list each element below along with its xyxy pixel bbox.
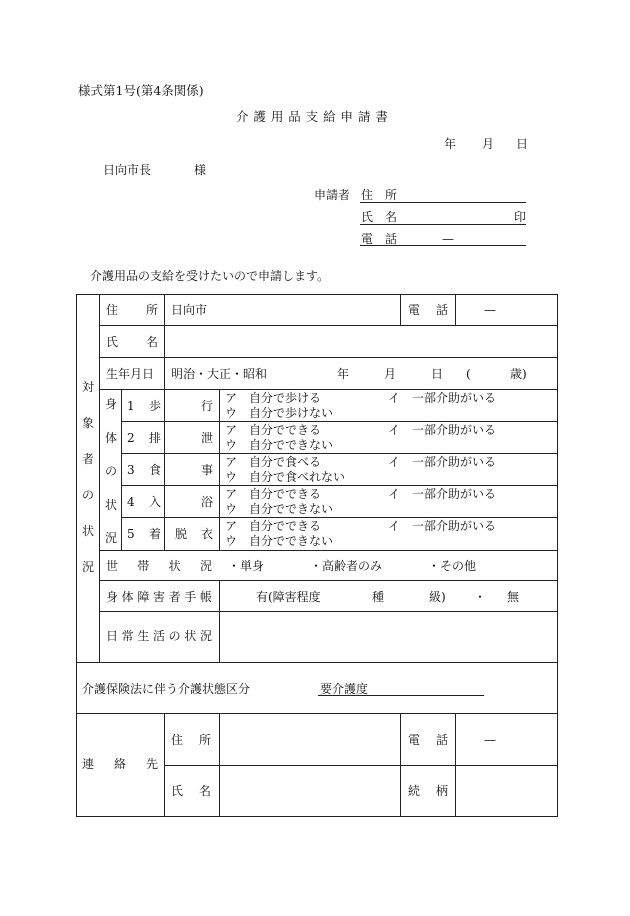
date-month-label: 月: [482, 137, 495, 151]
section-label-target-status: 対 象 者 の 状 況: [81, 380, 94, 574]
title-char: 用: [270, 109, 284, 124]
applicant-label: 申請者: [314, 188, 351, 202]
date-day-label: 日: [516, 137, 529, 151]
title-char: 品: [288, 109, 301, 124]
household-option-elderly[interactable]: ・高齢者のみ: [310, 559, 383, 573]
contact-phone-label: 電 話: [408, 733, 448, 747]
phone-label: 電 話: [408, 303, 448, 317]
era-options[interactable]: 明治・大正・昭和: [171, 367, 268, 381]
contact-name-field[interactable]: [220, 766, 399, 815]
form-title: [236, 111, 388, 124]
disability-has[interactable]: 有(障害程度: [256, 590, 321, 604]
option-a[interactable]: ア 自分で歩ける: [225, 391, 322, 405]
item-label: 歩 行: [149, 399, 213, 413]
name-label: 氏 名: [106, 335, 158, 349]
age-close: 歳): [510, 367, 527, 381]
item-label: 排 泄: [149, 431, 213, 445]
applicant-name-label: 氏 名: [361, 210, 397, 224]
applicant-name-field[interactable]: [360, 224, 526, 225]
contact-phone-dash: —: [484, 733, 496, 747]
birth-year-label: 年: [337, 367, 350, 381]
option-i[interactable]: イ 一部介助がいる: [388, 487, 497, 501]
address-label: 住 所: [106, 303, 158, 317]
disability-dot: ・: [474, 590, 487, 604]
disability-notebook-label: 身 体 障 害 者 手 帳: [106, 590, 212, 604]
item-number: 3: [127, 463, 135, 477]
applicant-phone-label: 電 話: [361, 232, 397, 246]
contact-relation-field[interactable]: [456, 766, 556, 815]
title-char: 支: [305, 109, 319, 124]
title-char: 書: [375, 109, 388, 124]
item-number: 1: [127, 399, 135, 413]
contact-address-field[interactable]: [220, 714, 399, 764]
care-level-label: 要介護度: [320, 682, 369, 696]
addressee-name: 日向市長: [103, 163, 152, 177]
household-option-single[interactable]: ・単身: [228, 559, 265, 573]
item-label: 入 浴: [149, 495, 213, 509]
title-char: 申: [340, 109, 354, 124]
addressee-honorific: 様: [194, 163, 207, 177]
item-label: 着 脱 衣: [149, 527, 213, 541]
option-a[interactable]: ア 自分で食べる: [225, 455, 322, 469]
option-i[interactable]: イ 一部介助がいる: [388, 519, 497, 533]
disability-grade: 級): [429, 590, 446, 604]
birth-day-label: 日: [431, 367, 444, 381]
option-i[interactable]: イ 一部介助がいる: [388, 455, 497, 469]
option-a[interactable]: ア 自分でできる: [225, 423, 322, 437]
option-a[interactable]: ア 自分でできる: [225, 487, 322, 501]
insurance-label: 介護保険法に伴う介護状態区分: [82, 682, 251, 696]
contact-address-label: 住 所: [171, 733, 211, 747]
title-char: 介: [236, 109, 249, 124]
option-a[interactable]: ア 自分でできる: [225, 519, 322, 533]
date-year-label: 年: [444, 137, 457, 151]
title-char: 請: [357, 109, 371, 124]
form-number: 様式第1号(第4条関係): [78, 83, 204, 98]
option-i[interactable]: イ 一部介助がいる: [388, 391, 497, 405]
title-char: 給: [323, 109, 336, 124]
name-field[interactable]: [165, 326, 556, 356]
option-u[interactable]: ウ 自分で食べれない: [225, 470, 346, 484]
applicant-address-label: 住 所: [361, 188, 397, 202]
contact-label: 連 絡 先: [82, 757, 158, 771]
daily-life-label: 日 常 生 活 の 状 況: [106, 629, 212, 643]
address-value[interactable]: 日向市: [171, 303, 208, 317]
applicant-address-field[interactable]: [360, 202, 526, 203]
contact-relation-label: 続 柄: [408, 784, 448, 798]
applicant-phone-dash: —: [442, 232, 454, 246]
contact-name-label: 氏 名: [171, 784, 211, 798]
age-open: (: [466, 367, 471, 381]
daily-life-field[interactable]: [220, 612, 556, 661]
item-number: 2: [127, 431, 135, 445]
option-i[interactable]: イ 一部介助がいる: [388, 423, 497, 437]
body-condition-label: 身 体 の 状 況: [104, 397, 117, 545]
birth-month-label: 月: [384, 367, 397, 381]
phone-dash: —: [484, 303, 496, 317]
intro-text: 介護用品の支給を受けたいので申請します。: [90, 269, 330, 283]
item-label: 食 事: [149, 463, 213, 477]
option-u[interactable]: ウ 自分でできない: [225, 534, 334, 548]
birthdate-label: 生年月日: [106, 367, 155, 381]
seal-mark: 印: [514, 210, 527, 224]
applicant-phone-field[interactable]: [360, 245, 526, 246]
option-u[interactable]: ウ 自分で歩けない: [225, 406, 334, 420]
household-label: 世 帯 状 況: [106, 559, 212, 573]
title-char: 護: [253, 109, 266, 124]
option-u[interactable]: ウ 自分でできない: [225, 502, 334, 516]
care-level-field[interactable]: [318, 695, 484, 696]
option-u[interactable]: ウ 自分でできない: [225, 438, 334, 452]
item-number: 4: [127, 495, 135, 509]
item-number: 5: [127, 527, 135, 541]
disability-kind: 種: [372, 590, 385, 604]
household-option-other[interactable]: ・その他: [428, 559, 477, 573]
disability-none[interactable]: 無: [507, 590, 520, 604]
